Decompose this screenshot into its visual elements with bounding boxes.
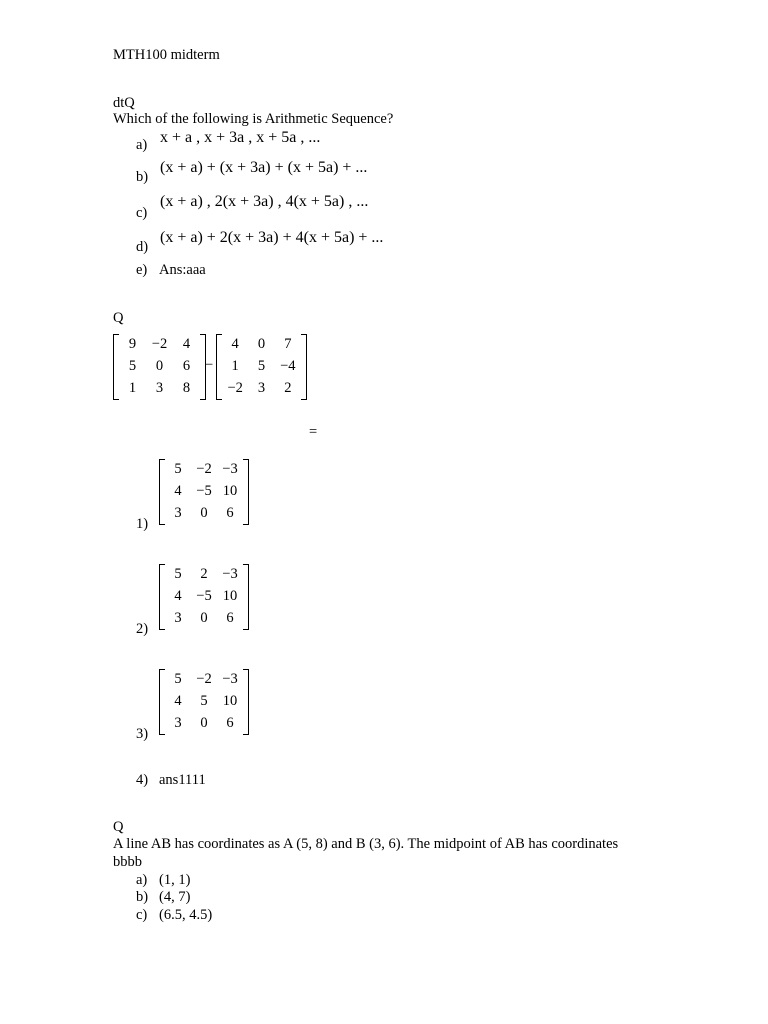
q3-option-c-text: (6.5, 4.5) xyxy=(159,907,213,923)
matrix-cell: 4 xyxy=(174,483,182,499)
q3-option-b-text: (4, 7) xyxy=(159,889,191,905)
document-title: MTH100 midterm xyxy=(113,47,220,63)
q1-option-b-math: (x + a) + (x + 3a) + (x + 5a) + ... xyxy=(160,159,368,176)
matrix-cell: 10 xyxy=(222,693,238,709)
matrix-cell: 10 xyxy=(222,588,238,604)
matrix-a xyxy=(113,334,206,400)
q3-option-a-text: (1, 1) xyxy=(159,872,191,888)
matrix-cell: 0 xyxy=(155,358,164,374)
answer-matrix-1 xyxy=(159,459,249,525)
q3-option-b-letter: b) xyxy=(136,889,149,905)
matrix-cell: 3 xyxy=(257,380,266,396)
matrix-cell: 5 xyxy=(128,358,137,374)
matrix-cell: 3 xyxy=(174,715,182,731)
matrix-cell: 0 xyxy=(200,505,208,521)
question-3-label: Q xyxy=(113,819,124,835)
q2-option-4-number: 4) xyxy=(136,772,149,788)
q1-option-c-letter: c) xyxy=(136,205,148,221)
matrix-cell: 4 xyxy=(174,588,182,604)
q2-option-1-number: 1) xyxy=(136,516,149,532)
q1-option-a-math: x + a , x + 3a , x + 5a , ... xyxy=(160,129,321,146)
matrix-cell: 3 xyxy=(174,610,182,626)
matrix-cell: 5 xyxy=(200,693,208,709)
q1-option-e-text: Ans:aaa xyxy=(159,262,206,278)
q1-option-d-letter: d) xyxy=(136,239,149,255)
matrix-cell: 10 xyxy=(222,483,238,499)
q2-option-3-number: 3) xyxy=(136,726,149,742)
matrix-cell: −3 xyxy=(222,671,238,687)
q2-option-2-number: 2) xyxy=(136,621,149,637)
matrix-cell: 5 xyxy=(174,461,182,477)
matrix-cell: 3 xyxy=(174,505,182,521)
equals-sign: = xyxy=(309,424,318,440)
matrix-cell: 4 xyxy=(174,693,182,709)
matrix-cell: 9 xyxy=(128,336,137,352)
question-1-prompt: Which of the following is Arithmetic Sequence? xyxy=(113,111,394,127)
matrix-cell: 6 xyxy=(226,610,234,626)
q1-option-d-math: (x + a) + 2(x + 3a) + 4(x + 5a) + ... xyxy=(160,229,384,246)
matrix-cell: 6 xyxy=(226,505,234,521)
matrix-cell: 0 xyxy=(257,336,266,352)
matrix-cell: 7 xyxy=(284,336,292,352)
matrix-cell: 6 xyxy=(226,715,234,731)
matrix-cell: 2 xyxy=(284,380,292,396)
q2-option-4-text: ans1111 xyxy=(159,772,206,788)
q1-option-b-letter: b) xyxy=(136,169,149,185)
matrix-cell: 0 xyxy=(200,715,208,731)
matrix-cell: −3 xyxy=(222,461,238,477)
matrix-cell: 5 xyxy=(257,358,266,374)
answer-matrix-3 xyxy=(159,669,249,735)
matrix-cell: 1 xyxy=(128,380,137,396)
answer-matrix-2 xyxy=(159,564,249,630)
matrix-cell: −2 xyxy=(151,336,168,352)
matrix-cell: −3 xyxy=(222,566,238,582)
q1-option-c-math: (x + a) , 2(x + 3a) , 4(x + 5a) , ... xyxy=(160,193,369,210)
matrix-cell: 1 xyxy=(231,358,239,374)
q3-option-c-letter: c) xyxy=(136,907,148,923)
matrix-cell: 4 xyxy=(182,336,191,352)
matrix-cell: −2 xyxy=(227,380,243,396)
matrix-cell: −2 xyxy=(196,671,212,687)
matrix-b xyxy=(216,334,307,400)
matrix-cell: 5 xyxy=(174,566,182,582)
matrix-cell: 5 xyxy=(174,671,182,687)
minus-operator: − xyxy=(205,357,214,373)
matrix-cell: −5 xyxy=(196,588,212,604)
question-2-label: Q xyxy=(113,310,124,326)
question-1-label: dtQ xyxy=(113,95,135,111)
q1-option-a-letter: a) xyxy=(136,137,148,153)
matrix-cell: 2 xyxy=(200,566,208,582)
matrix-cell: 0 xyxy=(200,610,208,626)
q1-option-e-letter: e) xyxy=(136,262,148,278)
matrix-cell: 3 xyxy=(155,380,164,396)
q3-option-a-letter: a) xyxy=(136,872,148,888)
question-3-prompt-line2: bbbb xyxy=(113,854,142,870)
matrix-cell: −2 xyxy=(196,461,212,477)
matrix-cell: −5 xyxy=(196,483,212,499)
question-3-prompt-line1: A line AB has coordinates as A (5, 8) and B (3, 6). The midpoint of AB has coordinates xyxy=(113,836,619,852)
matrix-cell: 8 xyxy=(182,380,191,396)
matrix-cell: −4 xyxy=(280,358,296,374)
matrix-cell: 6 xyxy=(182,358,191,374)
matrix-cell: 4 xyxy=(231,336,239,352)
